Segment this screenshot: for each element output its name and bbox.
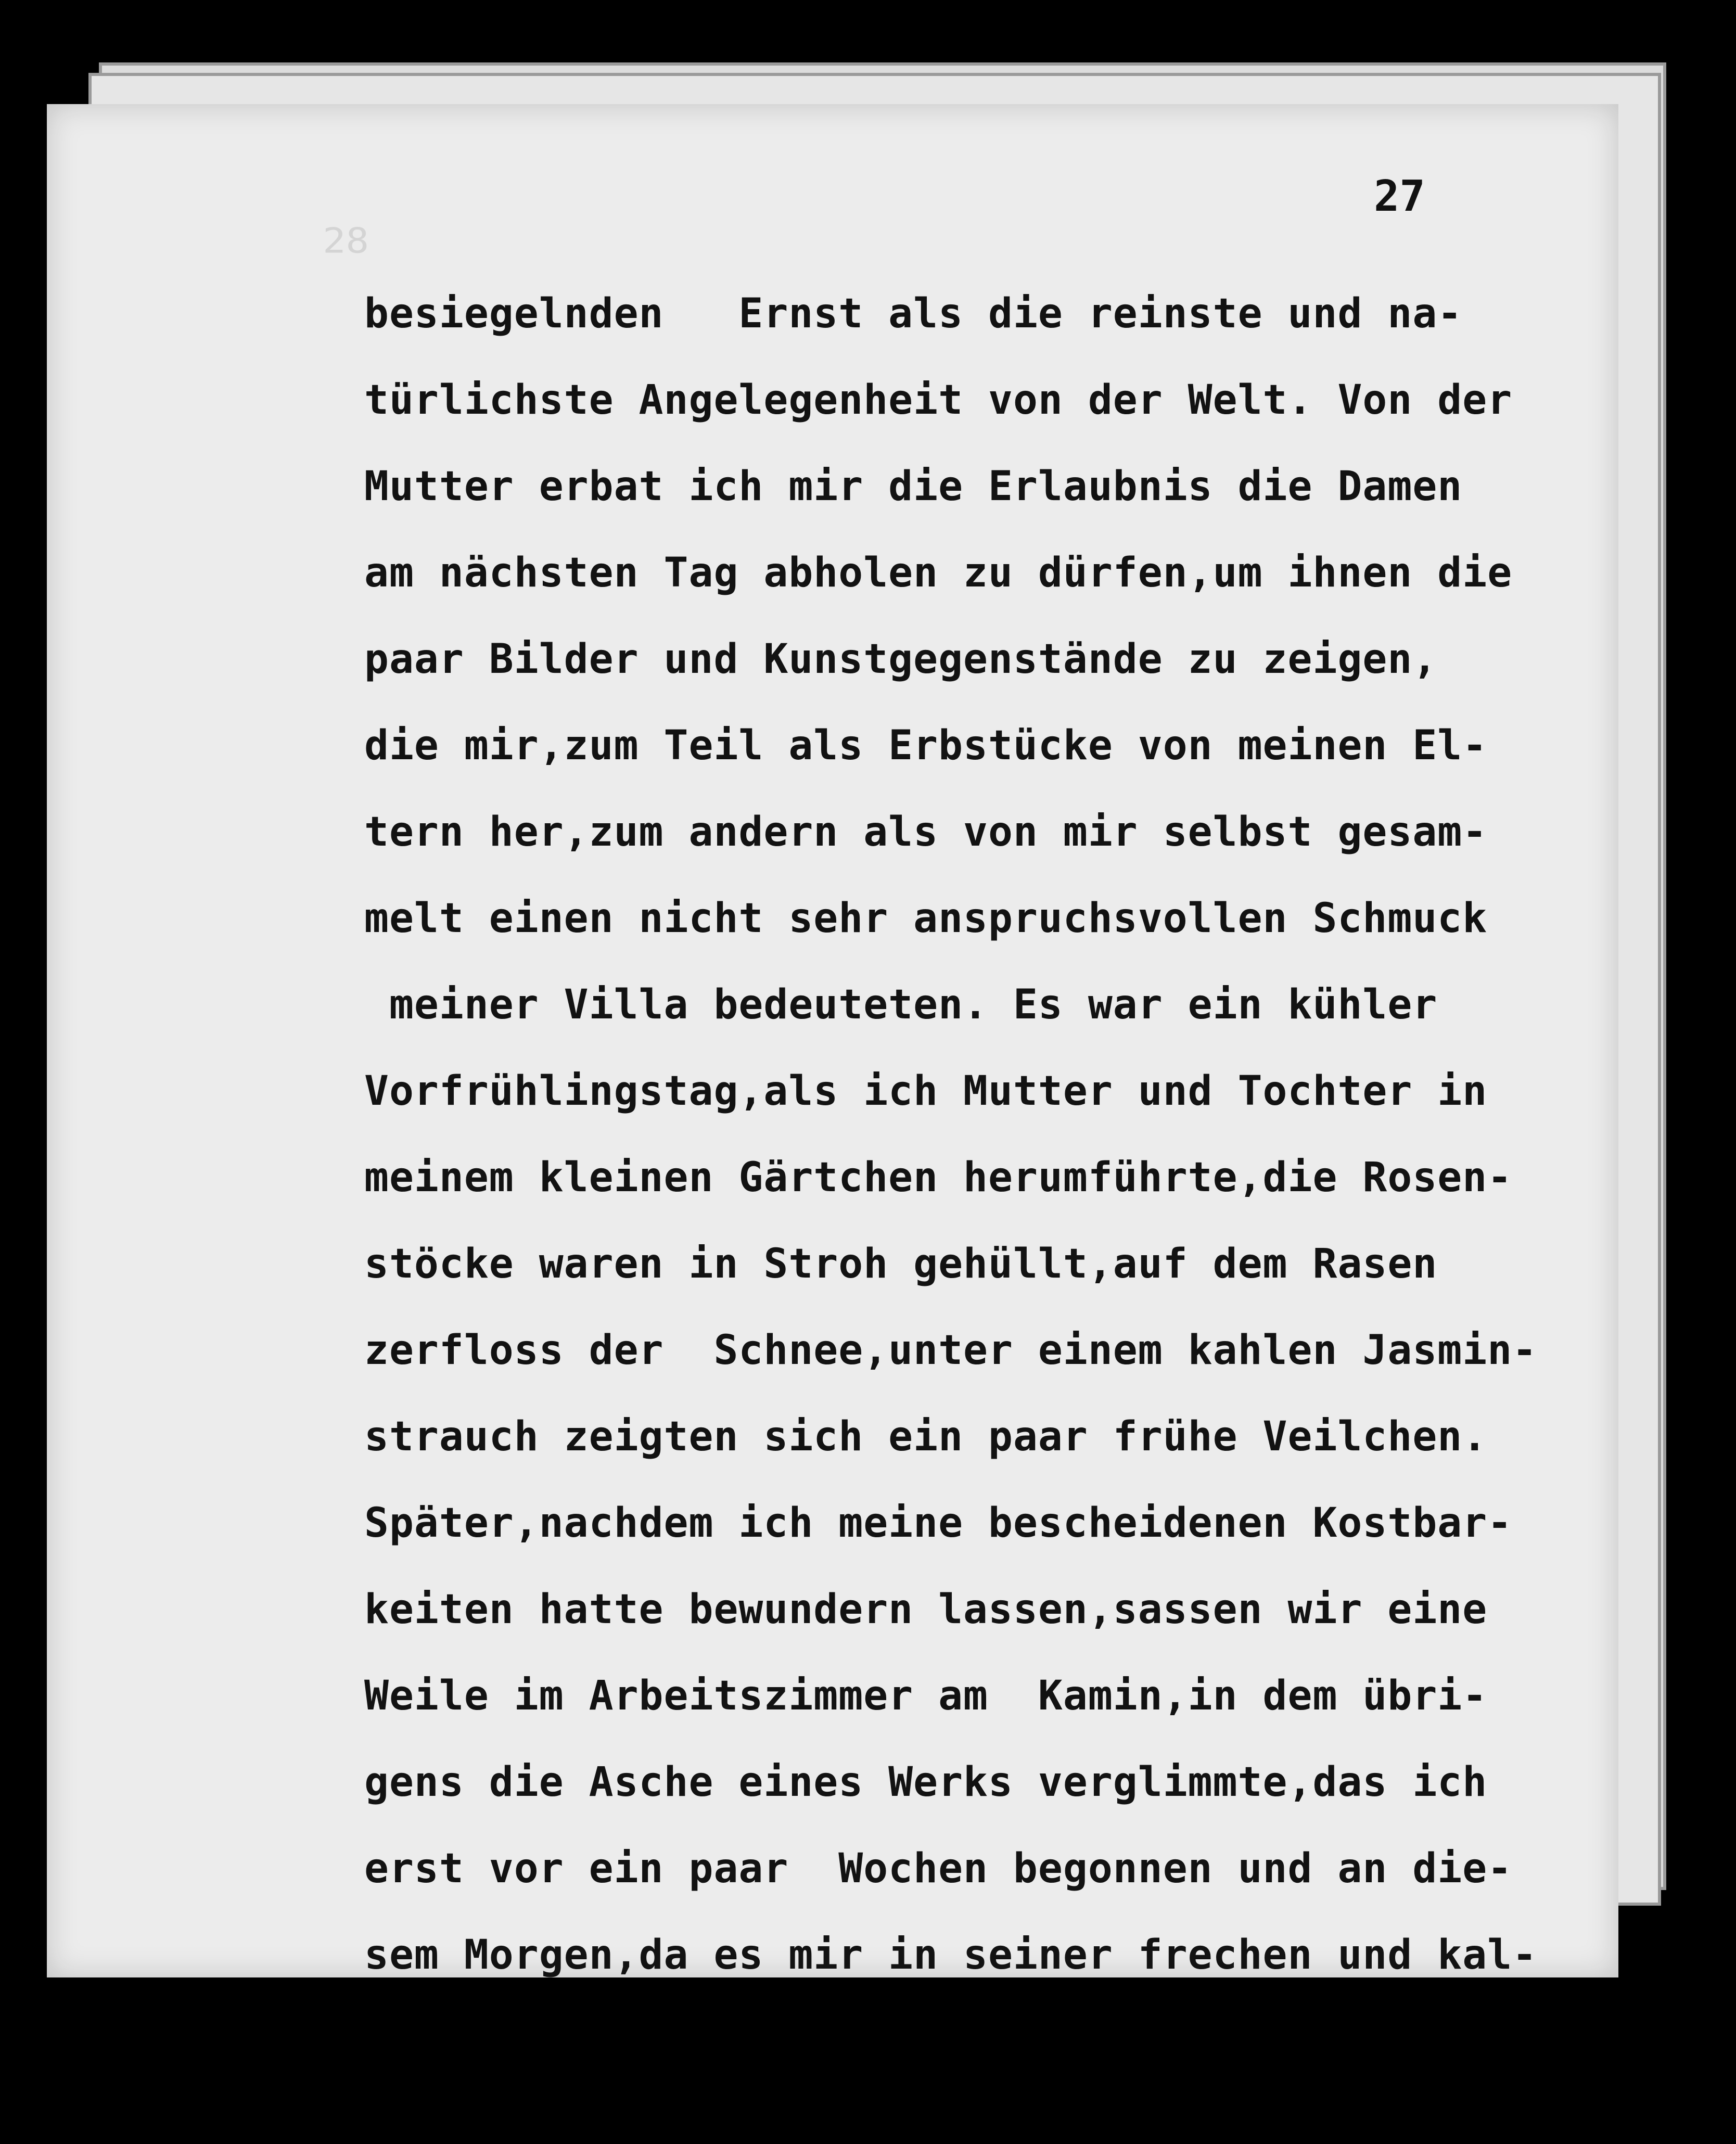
text-line: Später,nachdem ich meine bescheidenen Kostbar- xyxy=(364,1500,1513,1547)
text-line: sem Morgen,da es mir in seiner frechen und kal- xyxy=(364,1932,1538,1979)
text-line: am nächsten Tag abholen zu dürfen,um ihnen die xyxy=(364,550,1513,596)
text-line: Vorfrühlingstag,als ich Mutter und Tochter in xyxy=(364,1068,1488,1115)
text-line: Mutter erbat ich mir die Erlaubnis die Damen xyxy=(364,463,1463,510)
typewritten-body xyxy=(364,271,1592,1998)
text-line: keiten hatte bewundern lassen,sassen wir eine xyxy=(364,1586,1488,1633)
text-line: Weile im Arbeitszimmer am Kamin,in dem übri- xyxy=(364,1673,1488,1719)
text-line: türlichste Angelegenheit von der Welt. Von der xyxy=(364,377,1513,424)
ghost-page-number: 28 xyxy=(323,221,369,261)
text-line: strauch zeigten sich ein paar frühe Veilchen. xyxy=(364,1413,1488,1460)
text-line: besiegelnden Ernst als die reinste und na- xyxy=(364,290,1463,337)
page-number: 27 xyxy=(1374,172,1425,221)
text-line: zerfloss der Schnee,unter einem kahlen Jasmin- xyxy=(364,1327,1538,1374)
text-line: gens die Asche eines Werks verglimmte,das ich xyxy=(364,1759,1488,1806)
text-line: erst vor ein paar Wochen begonnen und an die- xyxy=(364,1845,1513,1892)
text-line: die mir,zum Teil als Erbstücke von meinen El- xyxy=(364,722,1488,769)
text-line: melt einen nicht sehr anspruchsvollen Schmuck xyxy=(364,895,1488,942)
text-line: stöcke waren in Stroh gehüllt,auf dem Rasen xyxy=(364,1241,1438,1287)
text-line: paar Bilder und Kunstgegenstände zu zeigen, xyxy=(364,636,1438,683)
text-line: tern her,zum andern als von mir selbst gesam- xyxy=(364,809,1488,856)
text-line: meiner Villa bedeuteten. Es war ein kühler xyxy=(364,981,1438,1028)
text-line: meinem kleinen Gärtchen herumführte,die Rosen- xyxy=(364,1154,1513,1201)
